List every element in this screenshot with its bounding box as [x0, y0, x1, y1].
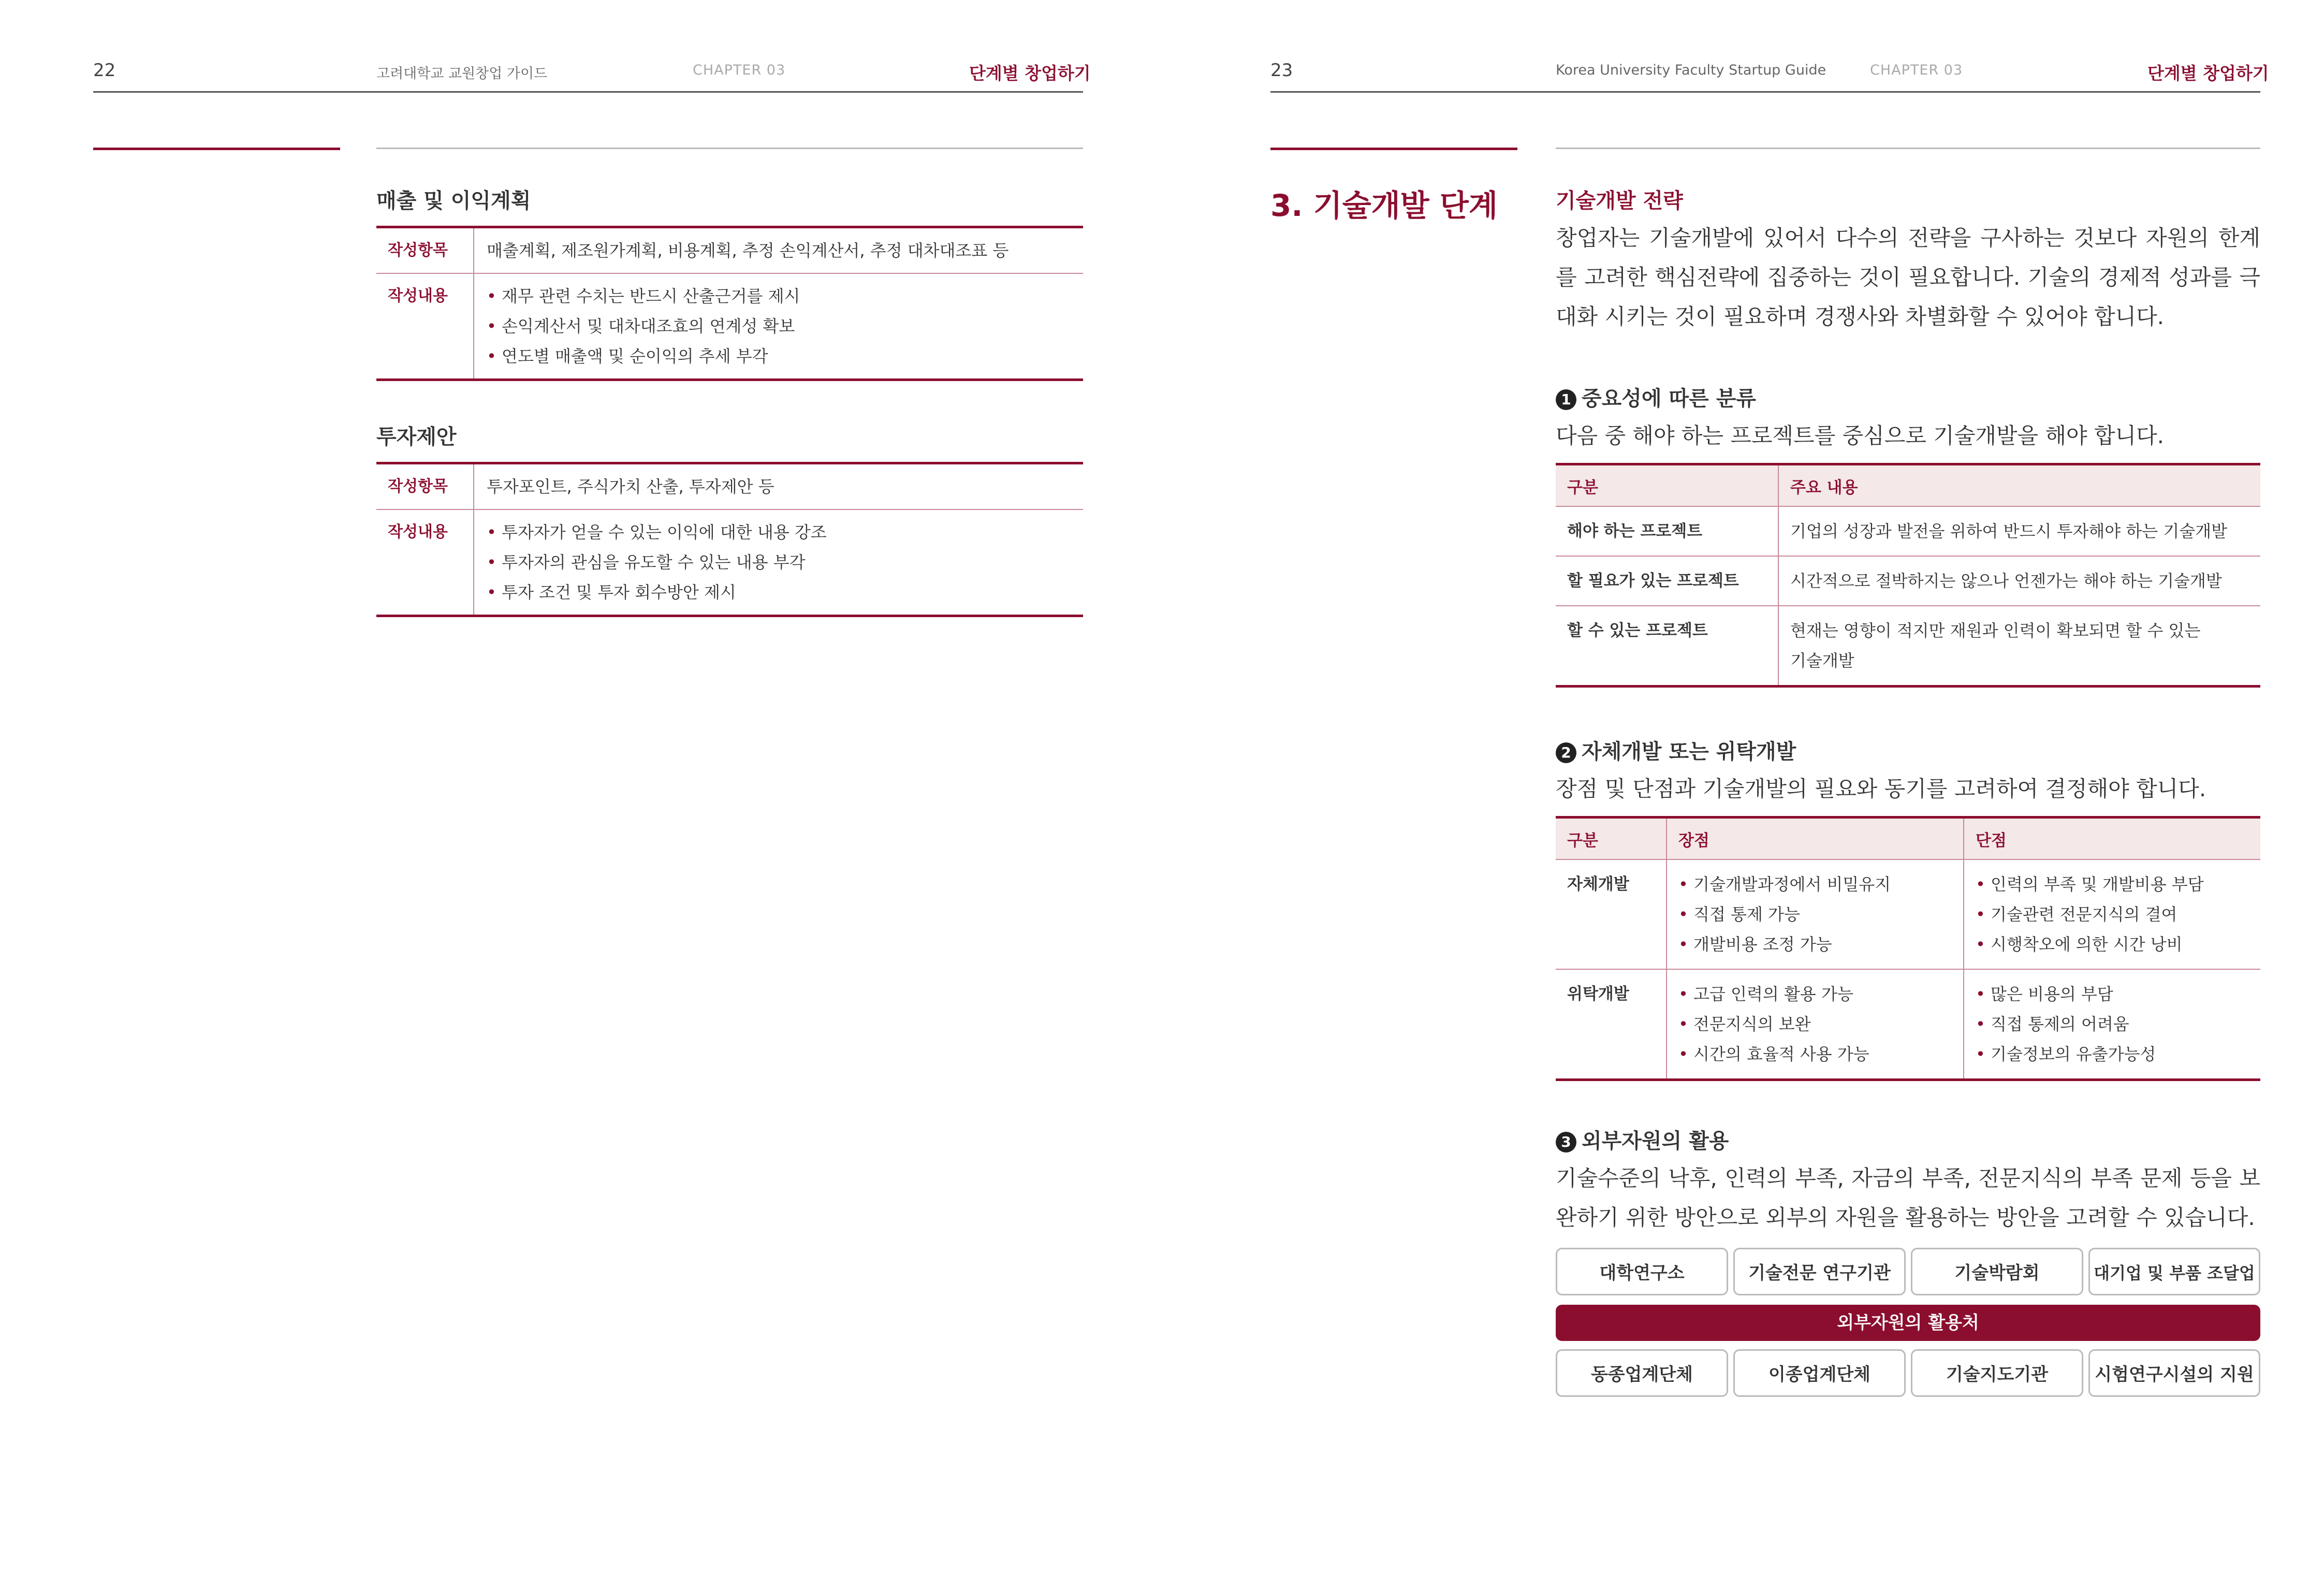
- number-badge-icon: 1: [1556, 389, 1576, 410]
- number-badge-icon: 2: [1556, 742, 1576, 763]
- part2-description: 장점 및 단점과 기술개발의 필요와 동기를 고려하여 결정해야 합니다.: [1556, 776, 2206, 801]
- revenue-table: [376, 226, 1083, 381]
- margin-accent-left: [93, 148, 340, 150]
- margin-accent-right: [1270, 148, 1517, 150]
- table-header: 단점: [1964, 818, 2260, 860]
- section-label-left: 단계별 창업하기: [969, 63, 1091, 83]
- table-row: 할 필요가 있는 프로젝트 시간적으로 절박하지는 않으나 언젠가는 해야 하는 기술개발: [1556, 556, 2260, 606]
- header-rule-right: [1270, 91, 2260, 93]
- bullet-item: • 기술개발과정에서 비밀유지: [1678, 874, 1891, 894]
- resource-box: 기술전문 연구기관: [1733, 1248, 1906, 1295]
- bullet-item: • 투자자가 얻을 수 있는 이익에 대한 내용 강조: [487, 522, 827, 542]
- resource-box: 대학연구소: [1556, 1248, 1728, 1295]
- row-label: 작성내용: [376, 509, 474, 615]
- part1-description: 다음 중 해야 하는 프로젝트를 중심으로 기술개발을 해야 합니다.: [1556, 423, 2165, 448]
- resource-box: 동종업계단체: [1556, 1349, 1728, 1397]
- row-value: 투자포인트, 주식가치 산출, 투자제안 등: [487, 477, 774, 497]
- bullet-item: • 전문지식의 보완: [1678, 1014, 1811, 1034]
- header-rule-left: [93, 91, 1083, 93]
- content-rule-left: [376, 148, 1083, 149]
- guide-title-right: Korea University Faculty Startup Guide: [1556, 62, 1826, 78]
- table-row: 할 수 있는 프로젝트 현재는 영향이 적지만 재원과 인력이 확보되면 할 수 있는 기술개발: [1556, 606, 2260, 687]
- bullet-item: • 투자 조건 및 투자 회수방안 제시: [487, 582, 736, 602]
- section-title: 3. 기술개발 단계: [1270, 188, 1498, 223]
- bullet-item: • 기술정보의 유출가능성: [1976, 1044, 2156, 1064]
- bullet-item: • 시행착오에 의한 시간 낭비: [1976, 935, 2183, 954]
- part1-heading: 1 중요성에 따른 분류: [1556, 382, 1756, 412]
- chapter-label-left: CHAPTER 03: [693, 62, 786, 78]
- investment-table: [376, 462, 1083, 617]
- row-label: 작성항목: [376, 464, 474, 509]
- bullet-item: • 투자자의 관심을 유도할 수 있는 내용 부각: [487, 552, 806, 572]
- bullet-item: • 많은 비용의 부담: [1976, 984, 2113, 1004]
- importance-table: [1556, 463, 2260, 688]
- guide-title-left: 고려대학교 교원창업 가이드: [376, 66, 548, 82]
- bullet-item: • 기술관련 전문지식의 결여: [1976, 905, 2177, 924]
- number-badge-icon: 3: [1556, 1132, 1576, 1153]
- row-value: 매출계획, 제조원가계획, 비용계획, 추정 손익계산서, 추정 대차대조표 등: [487, 241, 1009, 260]
- table-header: 주요 내용: [1778, 464, 2260, 507]
- resource-box: 시험연구시설의 지원: [2088, 1349, 2260, 1397]
- table-row: 해야 하는 프로젝트 기업의 성장과 발전을 위하여 반드시 투자해야 하는 기술개발: [1556, 506, 2260, 556]
- resource-box: 기술지도기관: [1911, 1349, 2083, 1397]
- bullet-item: • 고급 인력의 활용 가능: [1678, 984, 1853, 1004]
- content-rule-right: [1556, 148, 2260, 149]
- resource-box: 대기업 및 부품 조달업: [2088, 1248, 2260, 1295]
- chapter-label-right: CHAPTER 03: [1870, 62, 1963, 78]
- table-header: 구분: [1556, 818, 1667, 860]
- resource-box: 이종업계단체: [1733, 1349, 1906, 1397]
- table-row: 자체개발 • 기술개발과정에서 비밀유지 • 직접 통제 가능 • 개발비용 조정 가능 • 인력의 부족 및 개발비용 부담 • 기술관련 전문지식의 결여 • 시행착오에 의한 시간 낭비: [1556, 859, 2260, 969]
- bullet-item: • 인력의 부족 및 개발비용 부담: [1976, 874, 2204, 894]
- table-header: 구분: [1556, 464, 1778, 507]
- row-label: 작성내용: [376, 273, 474, 378]
- table-header: 장점: [1667, 818, 1964, 860]
- bullet-item: • 직접 통제의 어려움: [1976, 1014, 2129, 1034]
- bullet-item: • 재무 관련 수치는 반드시 산출근거를 제시: [487, 286, 800, 306]
- development-table: [1556, 816, 2260, 1081]
- bullet-item: • 연도별 매출액 및 순이익의 추세 부각: [487, 346, 768, 366]
- resource-box: 기술박람회: [1911, 1248, 2083, 1295]
- lead-paragraph: 창업자는 기술개발에 있어서 다수의 전략을 구사하는 것보다 자원의 한계를 고려한 핵심전략에 집중하는 것이 필요합니다. 기술의 경제적 성과를 극대화 시키는 것이 필요하며 경쟁사와 차별화할 수 있어야 합니다.: [1556, 225, 2260, 329]
- part3-description: 기술수준의 낙후, 인력의 부족, 자금의 부족, 전문지식의 부족 문제 등을 보완하기 위한 방안으로 외부의 자원을 활용하는 방안을 고려할 수 있습니다.: [1556, 1165, 2260, 1230]
- bullet-item: • 손익계산서 및 대차대조효의 연계성 확보: [487, 316, 795, 336]
- row-label: 작성항목: [376, 228, 474, 273]
- part2-heading: 2 자체개발 또는 위탁개발: [1556, 735, 1796, 765]
- part3-heading: 3 외부자원의 활용: [1556, 1125, 1729, 1154]
- bullet-item: • 개발비용 조정 가능: [1678, 935, 1832, 954]
- block-title-revenue: 매출 및 이익계획: [376, 189, 531, 213]
- section-label-right: 단계별 창업하기: [2147, 63, 2269, 83]
- lead-title: 기술개발 전략: [1556, 189, 1683, 213]
- page-number-right: 23: [1270, 60, 1293, 81]
- bullet-item: • 시간의 효율적 사용 가능: [1678, 1044, 1869, 1064]
- table-row: 위탁개발 • 고급 인력의 활용 가능 • 전문지식의 보완 • 시간의 효율적 사용 가능 • 많은 비용의 부담 • 직접 통제의 어려움 • 기술정보의 유출가능성: [1556, 969, 2260, 1080]
- resource-center-label: 외부자원의 활용처: [1556, 1305, 2260, 1341]
- block-title-investment: 투자제안: [376, 425, 457, 449]
- bullet-item: • 직접 통제 가능: [1678, 905, 1800, 924]
- page-number-left: 22: [93, 60, 116, 81]
